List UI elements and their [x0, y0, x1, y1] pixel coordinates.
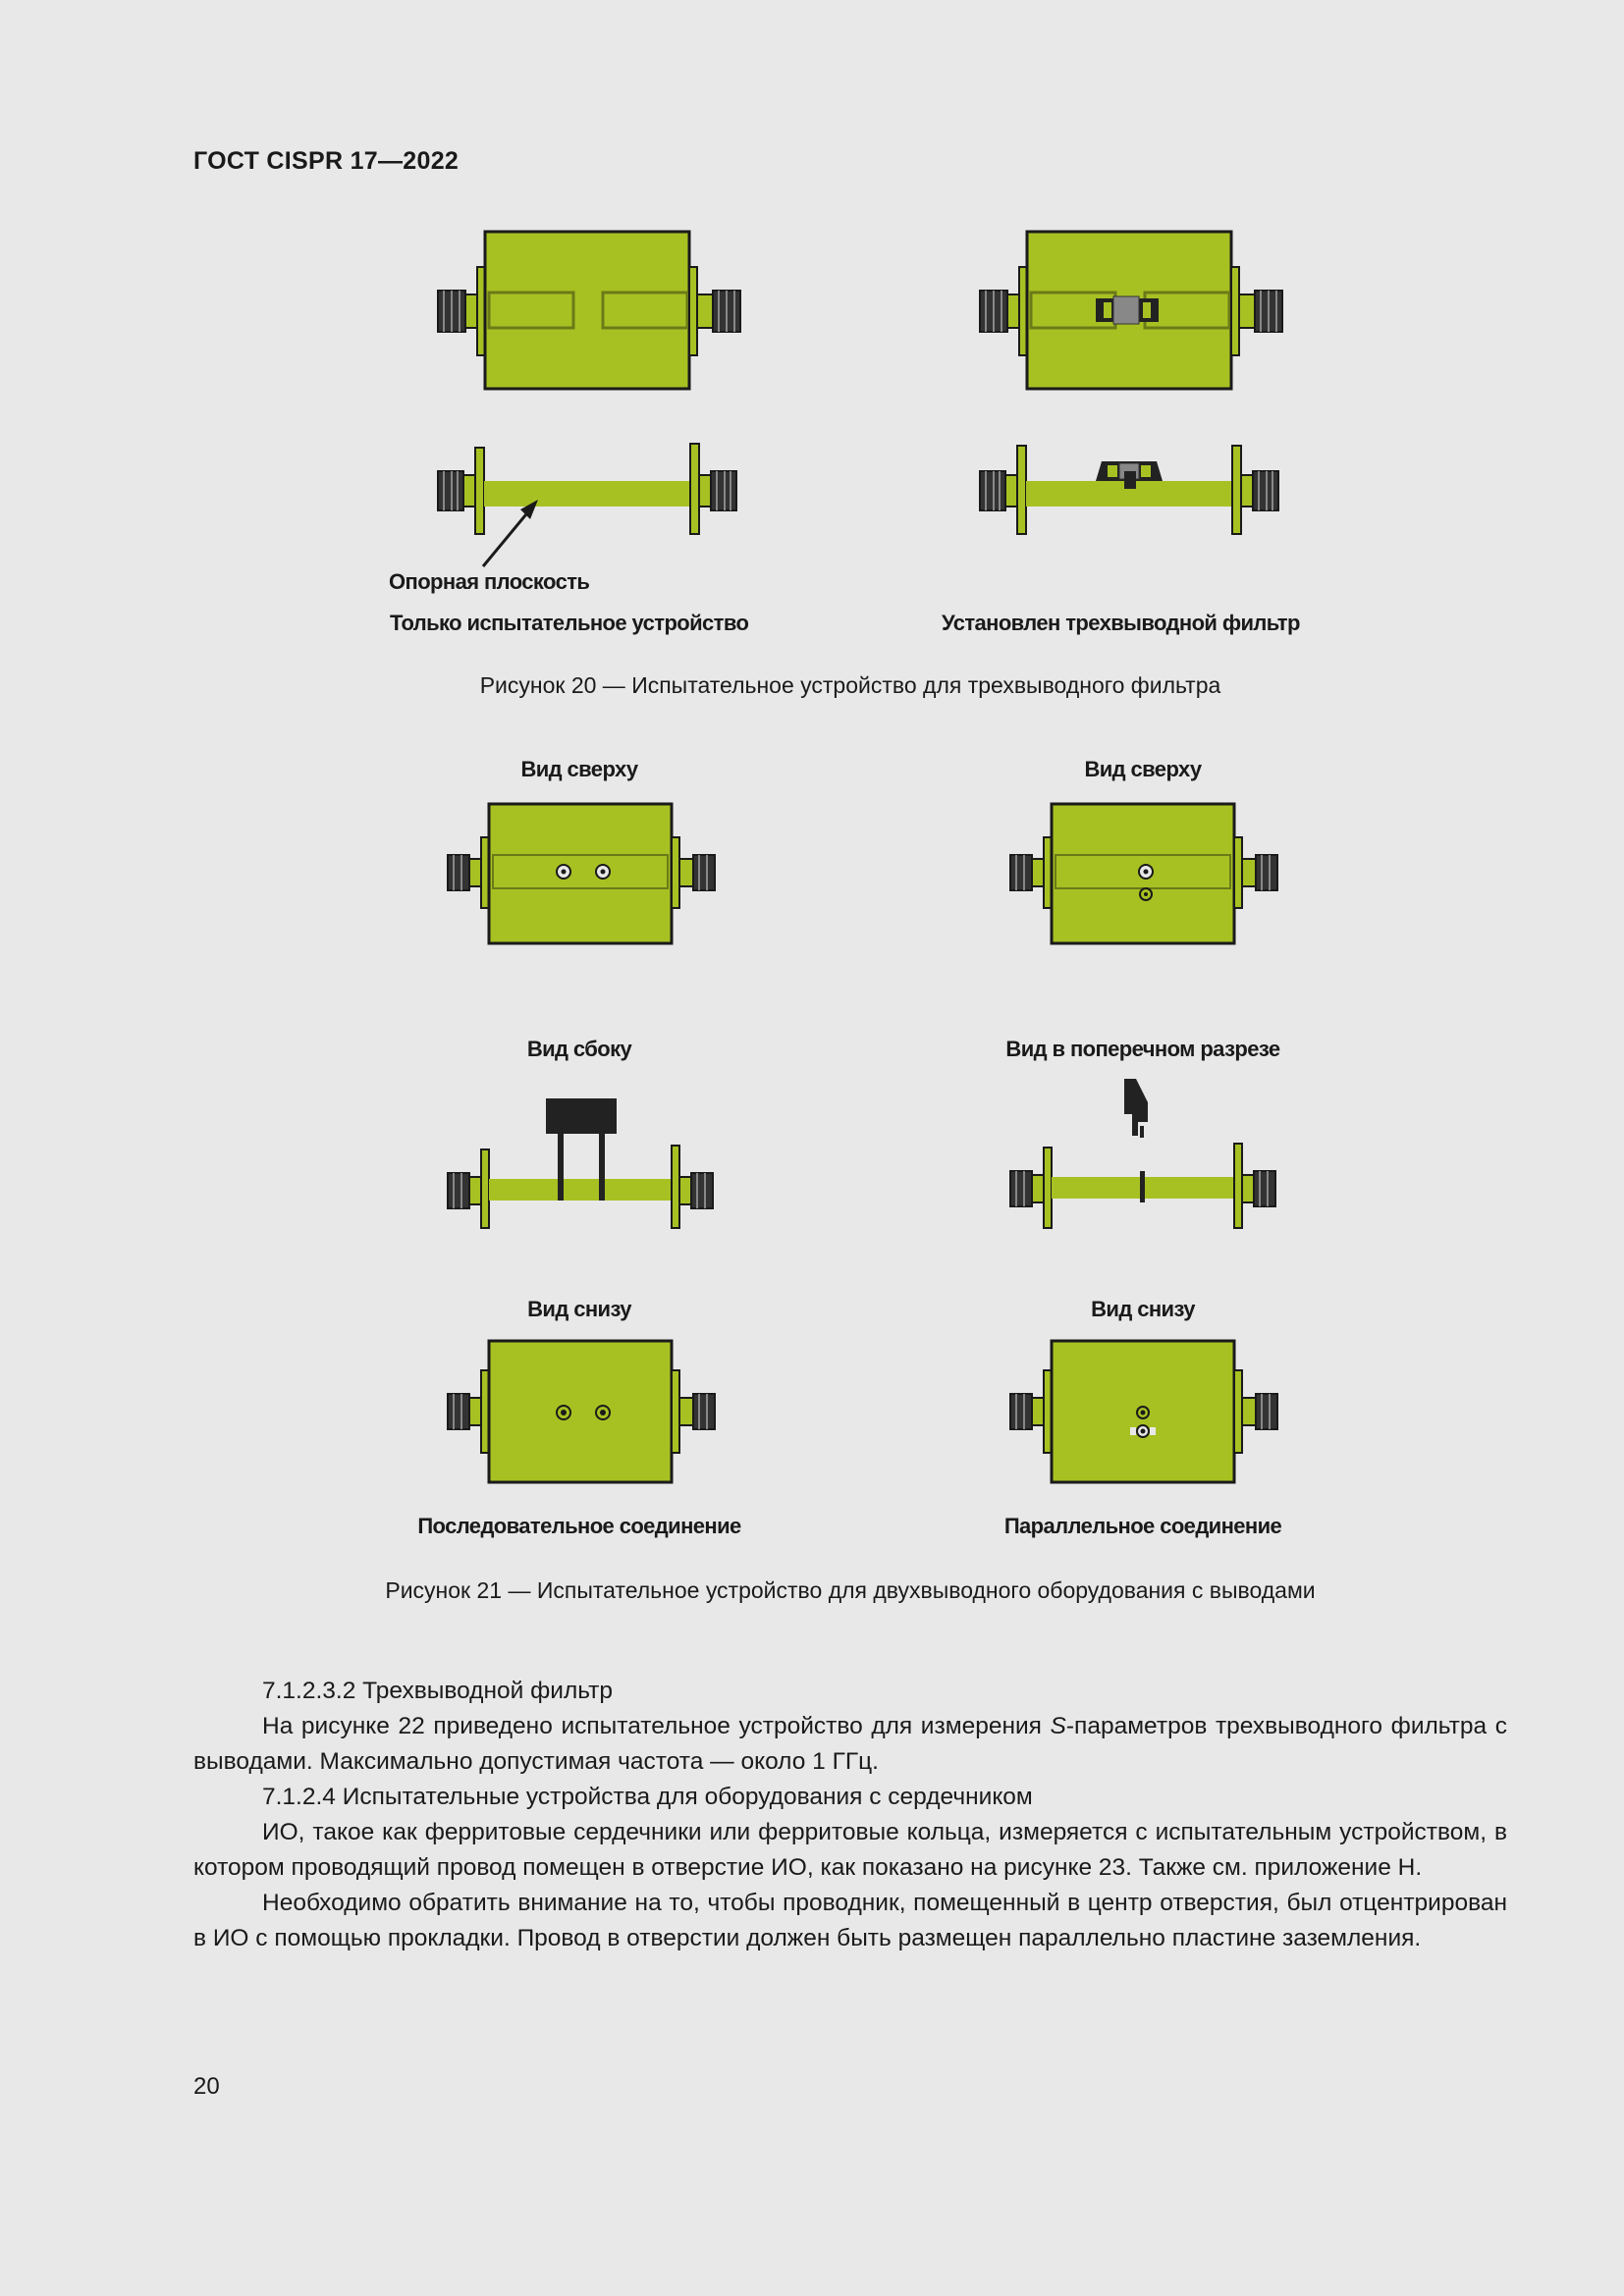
figure-20-caption: Рисунок 20 — Испытательное устройство для трехвыводного фильтра — [479, 672, 1221, 698]
paragraph-core-devices: ИО, такое как ферритовые сердечники или ферритовые кольца, измеряется с испытательным устройством, в котором проводящий провод помещен в отверстие ИО, как показано на рисунке 23. Также см. приложение Н. — [193, 1819, 1507, 1881]
fig21-series-connection-label: Последовательное соединение — [417, 1514, 741, 1538]
figure-20-top-view-left — [432, 228, 746, 395]
fig21-top-view-right-label: Вид сверху — [1084, 757, 1202, 781]
fig21-bottom-view-left-label: Вид снизу — [527, 1297, 631, 1321]
figure-20-top-view-right — [974, 228, 1288, 395]
section-heading-7-1-2-4: 7.1.2.4 Испытательные устройства для оборудования с сердечником — [262, 1784, 1033, 1810]
s-parameter-italic: S — [1050, 1713, 1066, 1739]
figure-21-bottom-view-parallel — [1006, 1339, 1281, 1486]
paragraph-figure-22 — [193, 1709, 1507, 1780]
figure-21-side-view-series — [444, 1095, 719, 1232]
fig21-parallel-connection-label: Параллельное соединение — [1003, 1514, 1282, 1538]
fig20-right-label: Установлен трехвыводной фильтр — [942, 611, 1300, 635]
reference-plane-label: Опорная плоскость — [389, 569, 590, 594]
fig21-side-view-label: Вид сбоку — [526, 1037, 632, 1061]
paragraph-figure-22-part2: -параметров трехвыводного фильтра с выводами. Максимально допустимая частота — около 1 ГГц. — [193, 1713, 1507, 1775]
figure-21-bottom-view-series — [444, 1339, 719, 1486]
figure-20-side-view-right — [974, 442, 1288, 540]
figure-21-top-view-series — [444, 800, 719, 947]
fig20-left-label: Только испытательное устройство — [390, 611, 749, 635]
document-header: ГОСТ CISPR 17—2022 — [193, 147, 460, 175]
fig21-bottom-view-right-label: Вид снизу — [1091, 1297, 1195, 1321]
fig21-cross-section-label: Вид в поперечном разрезе — [1005, 1037, 1280, 1061]
paragraph-figure-22-part1: На рисунке 22 приведено испытательное устройство для измерения — [262, 1713, 1051, 1739]
section-heading-7-1-2-3-2: 7.1.2.3.2 Трехвыводной фильтр — [262, 1678, 613, 1704]
figure-21-top-view-parallel — [1006, 800, 1281, 947]
page-number: 20 — [193, 2073, 220, 2100]
figure-21-caption: Рисунок 21 — Испытательное устройство для двухвыводного оборудования с выводами — [385, 1577, 1316, 1603]
body-text — [193, 1674, 1507, 1956]
reference-plane-arrow — [471, 486, 550, 574]
paragraph-conductor-centering: Необходимо обратить внимание на то, чтобы проводник, помещенный в центр отверстия, был отцентрирован в ИО с помощью прокладки. Провод в отверстии должен быть размещен параллельно пластине заземления. — [193, 1890, 1507, 1951]
fig21-top-view-left-label: Вид сверху — [520, 757, 638, 781]
figure-21-cross-section-parallel — [1006, 1075, 1281, 1232]
